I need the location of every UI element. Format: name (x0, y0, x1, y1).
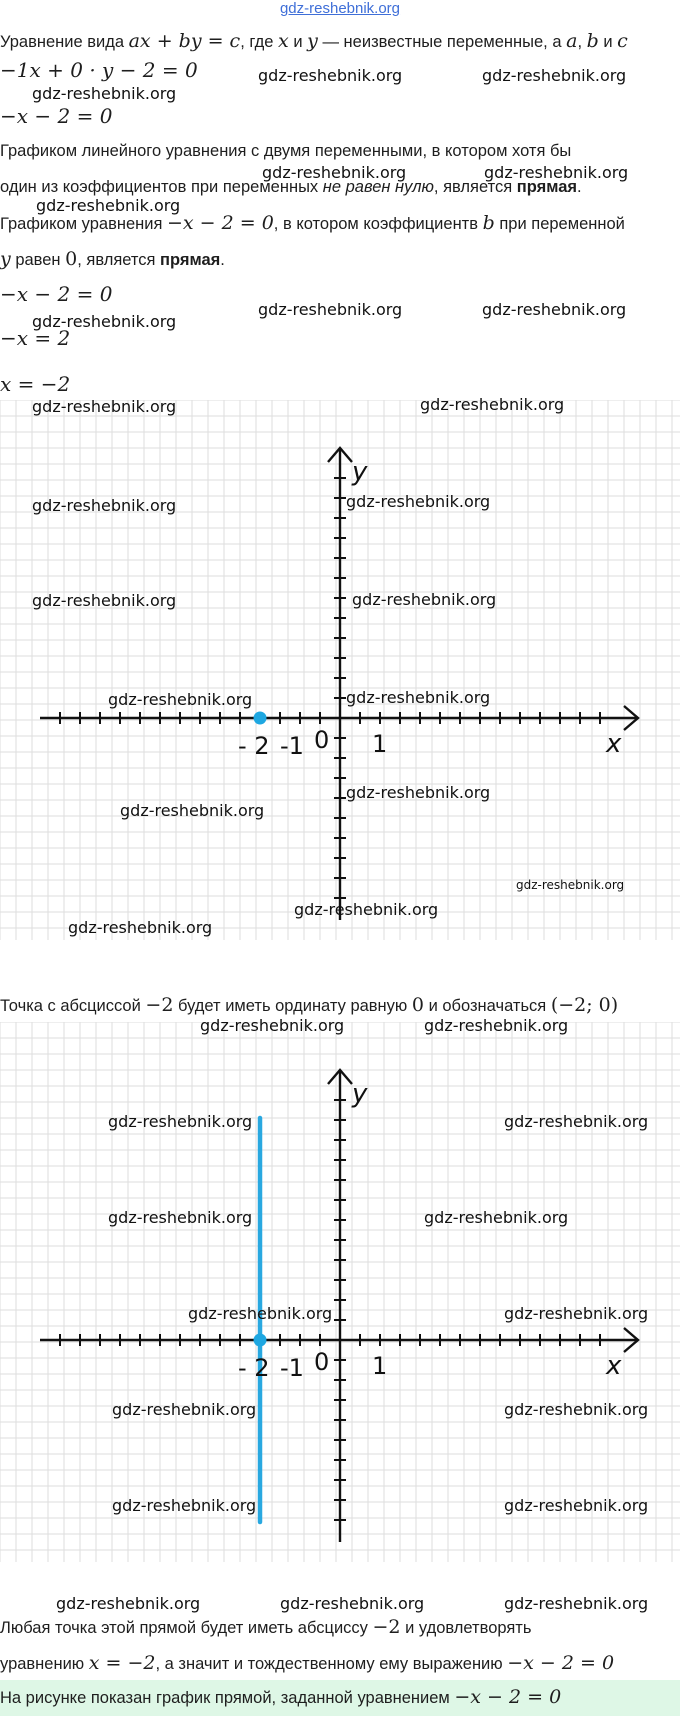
equation-2: −x − 2 = 0 (0, 104, 113, 128)
tick-label-minus-2: - 2 (238, 732, 270, 760)
watermark-text: gdz-reshebnik.org (346, 492, 491, 511)
watermark-text: gdz-reshebnik.org (32, 591, 177, 610)
any-point2-a: уравнению (0, 1655, 89, 1673)
equation-1: −1x + 0 · y − 2 = 0 (0, 58, 198, 82)
any-point-a: Любая точка этой прямой будет иметь абсциссу (0, 1619, 373, 1637)
word-and: и (288, 33, 308, 51)
watermark-text: gdz-reshebnik.org (346, 783, 491, 802)
tick-label-minus-1: -1 (280, 732, 304, 760)
watermark-text: gdz-reshebnik.org (68, 918, 213, 937)
conclusion-text (0, 1686, 561, 1709)
watermark-text: gdz-reshebnik.org (108, 690, 253, 709)
para2-text-2: , в котором коэффициентв (273, 215, 483, 233)
watermark-text: gdz-reshebnik.org (424, 1016, 569, 1035)
conclusion-a: На рисунке показан график прямой, заданной уравнением (0, 1689, 455, 1707)
graph-marks (254, 712, 267, 725)
watermark-text: gdz-reshebnik.org (352, 590, 497, 609)
intro-prefix: Уравнение вида (0, 33, 129, 51)
point-abscissa: −2 (145, 994, 174, 1016)
coordinate-graph-2 (0, 1022, 680, 1562)
watermark-text: gdz-reshebnik.org (32, 84, 177, 103)
y-axis-label: y (352, 457, 368, 487)
intro-suffix: — неизвестные переменные, а (317, 33, 567, 51)
para2-text-5: , является (77, 251, 161, 269)
equation-5: x = −2 (0, 372, 71, 396)
intro-formula: ax + by = c (128, 30, 241, 52)
equation-3: −x − 2 = 0 (0, 282, 113, 306)
watermark-text: gdz-reshebnik.org (482, 66, 627, 85)
equation-4: −x = 2 (0, 326, 71, 350)
watermark-text: gdz-reshebnik.org (188, 1304, 333, 1323)
point-minus-2-0 (254, 712, 267, 725)
x-axis-label: x (606, 1351, 622, 1381)
para2-zero: 0 (65, 248, 78, 270)
watermark-text: gdz-reshebnik.org (504, 1304, 649, 1323)
var-x: x (278, 30, 289, 52)
watermark-text: gdz-reshebnik.org (484, 163, 629, 182)
tick-label-1: 1 (372, 730, 388, 758)
point-text (0, 994, 618, 1017)
paragraph-2-line-2 (0, 248, 225, 271)
watermark-text: gdz-reshebnik.org (504, 1112, 649, 1131)
watermark-text: gdz-reshebnik.org (200, 1016, 345, 1035)
any-point2-eq2: −x − 2 = 0 (507, 1652, 615, 1674)
any-point2-b: , а значит и тождественному ему выражению (155, 1655, 508, 1673)
watermark-text: gdz-reshebnik.org (482, 300, 627, 319)
watermark-text: gdz-reshebnik.org (36, 196, 181, 215)
any-point-b: и удовлетворять (400, 1619, 532, 1637)
intro-line (0, 30, 628, 53)
watermark-text: gdz-reshebnik.org (108, 1112, 253, 1131)
x-axis-label: x (606, 729, 622, 759)
para2-bold: прямая (160, 251, 221, 269)
var-y: y (307, 30, 318, 52)
origin-label: 0 (314, 1348, 330, 1376)
origin-label: 0 (314, 726, 330, 754)
watermark-text: gdz-reshebnik.org (32, 397, 177, 416)
watermark-text: gdz-reshebnik.org (258, 66, 403, 85)
point-minus-2-0 (254, 1334, 267, 1347)
site-link[interactable]: gdz-reshebnik.org (279, 0, 401, 17)
watermark-text: gdz-reshebnik.org (504, 1496, 649, 1515)
any-point-line-1 (0, 1616, 531, 1639)
watermark-text: gdz-reshebnik.org (346, 688, 491, 707)
point-label: (−2; 0) (550, 994, 619, 1016)
watermark-text: gdz-reshebnik.org (504, 1400, 649, 1419)
watermark-text: gdz-reshebnik.org (56, 1594, 201, 1613)
coef-c: c (617, 30, 628, 52)
watermark-text: gdz-reshebnik.org (262, 163, 407, 182)
coef-b: b (586, 30, 599, 52)
watermark-text: gdz-reshebnik.org (32, 312, 177, 331)
conclusion-eq: −x − 2 = 0 (454, 1686, 562, 1708)
watermark-text: gdz-reshebnik.org (258, 300, 403, 319)
para2-formula: −x − 2 = 0 (166, 212, 274, 234)
watermark-text: gdz-reshebnik.org (112, 1400, 257, 1419)
tick-label-minus-1: -1 (280, 1354, 304, 1382)
tick-label-minus-2: - 2 (238, 1354, 270, 1382)
coordinate-graph-1 (0, 400, 680, 940)
para2-text-4: равен (10, 251, 66, 269)
tick-label-1: 1 (372, 1352, 388, 1380)
intro-middle: , где (240, 33, 279, 51)
watermark-text: gdz-reshebnik.org (108, 1208, 253, 1227)
watermark-text: gdz-reshebnik.org (280, 1594, 425, 1613)
watermark-text: gdz-reshebnik.org (294, 900, 439, 919)
comma: , (577, 33, 587, 51)
any-point-line-2 (0, 1652, 614, 1675)
para2-text: Графиком уравнения (0, 215, 167, 233)
para1-bold: прямая (516, 178, 577, 196)
para1-emphasis: не равен нулю (322, 178, 434, 196)
point-ordinate: 0 (411, 994, 424, 1016)
para1-text: один из коэффициентов при переменных (0, 178, 323, 196)
coef-a: a (566, 30, 578, 52)
watermark-text: gdz-reshebnik.org (120, 801, 265, 820)
any-point2-eq: x = −2 (88, 1652, 156, 1674)
para2-text-3: при переменной (494, 215, 625, 233)
y-axis-label: y (352, 1079, 368, 1109)
watermark-text: gdz-reshebnik.org (420, 395, 565, 414)
point-text-c: и обозначаться (423, 997, 551, 1015)
para1-end: . (577, 178, 582, 196)
word-and-2: и (598, 33, 618, 51)
watermark-text: gdz-reshebnik.org (112, 1496, 257, 1515)
watermark-text: gdz-reshebnik.org (424, 1208, 569, 1227)
para1-text-2: , является (433, 178, 517, 196)
watermark-text-small: gdz-reshebnik.org (516, 878, 625, 892)
point-text-b: будет иметь ординату равную (173, 997, 412, 1015)
paragraph-1-line-1: Графиком линейного уравнения с двумя переменными, в котором хотя бы (0, 142, 572, 160)
watermark-text: gdz-reshebnik.org (504, 1594, 649, 1613)
para2-var-y: y (0, 248, 11, 270)
any-point-val: −2 (372, 1616, 401, 1638)
watermark-text: gdz-reshebnik.org (32, 496, 177, 515)
para2-end: . (220, 251, 225, 269)
paragraph-2-line-1 (0, 212, 625, 235)
point-text-a: Точка с абсциссой (0, 997, 146, 1015)
para2-coef-b: b (482, 212, 495, 234)
